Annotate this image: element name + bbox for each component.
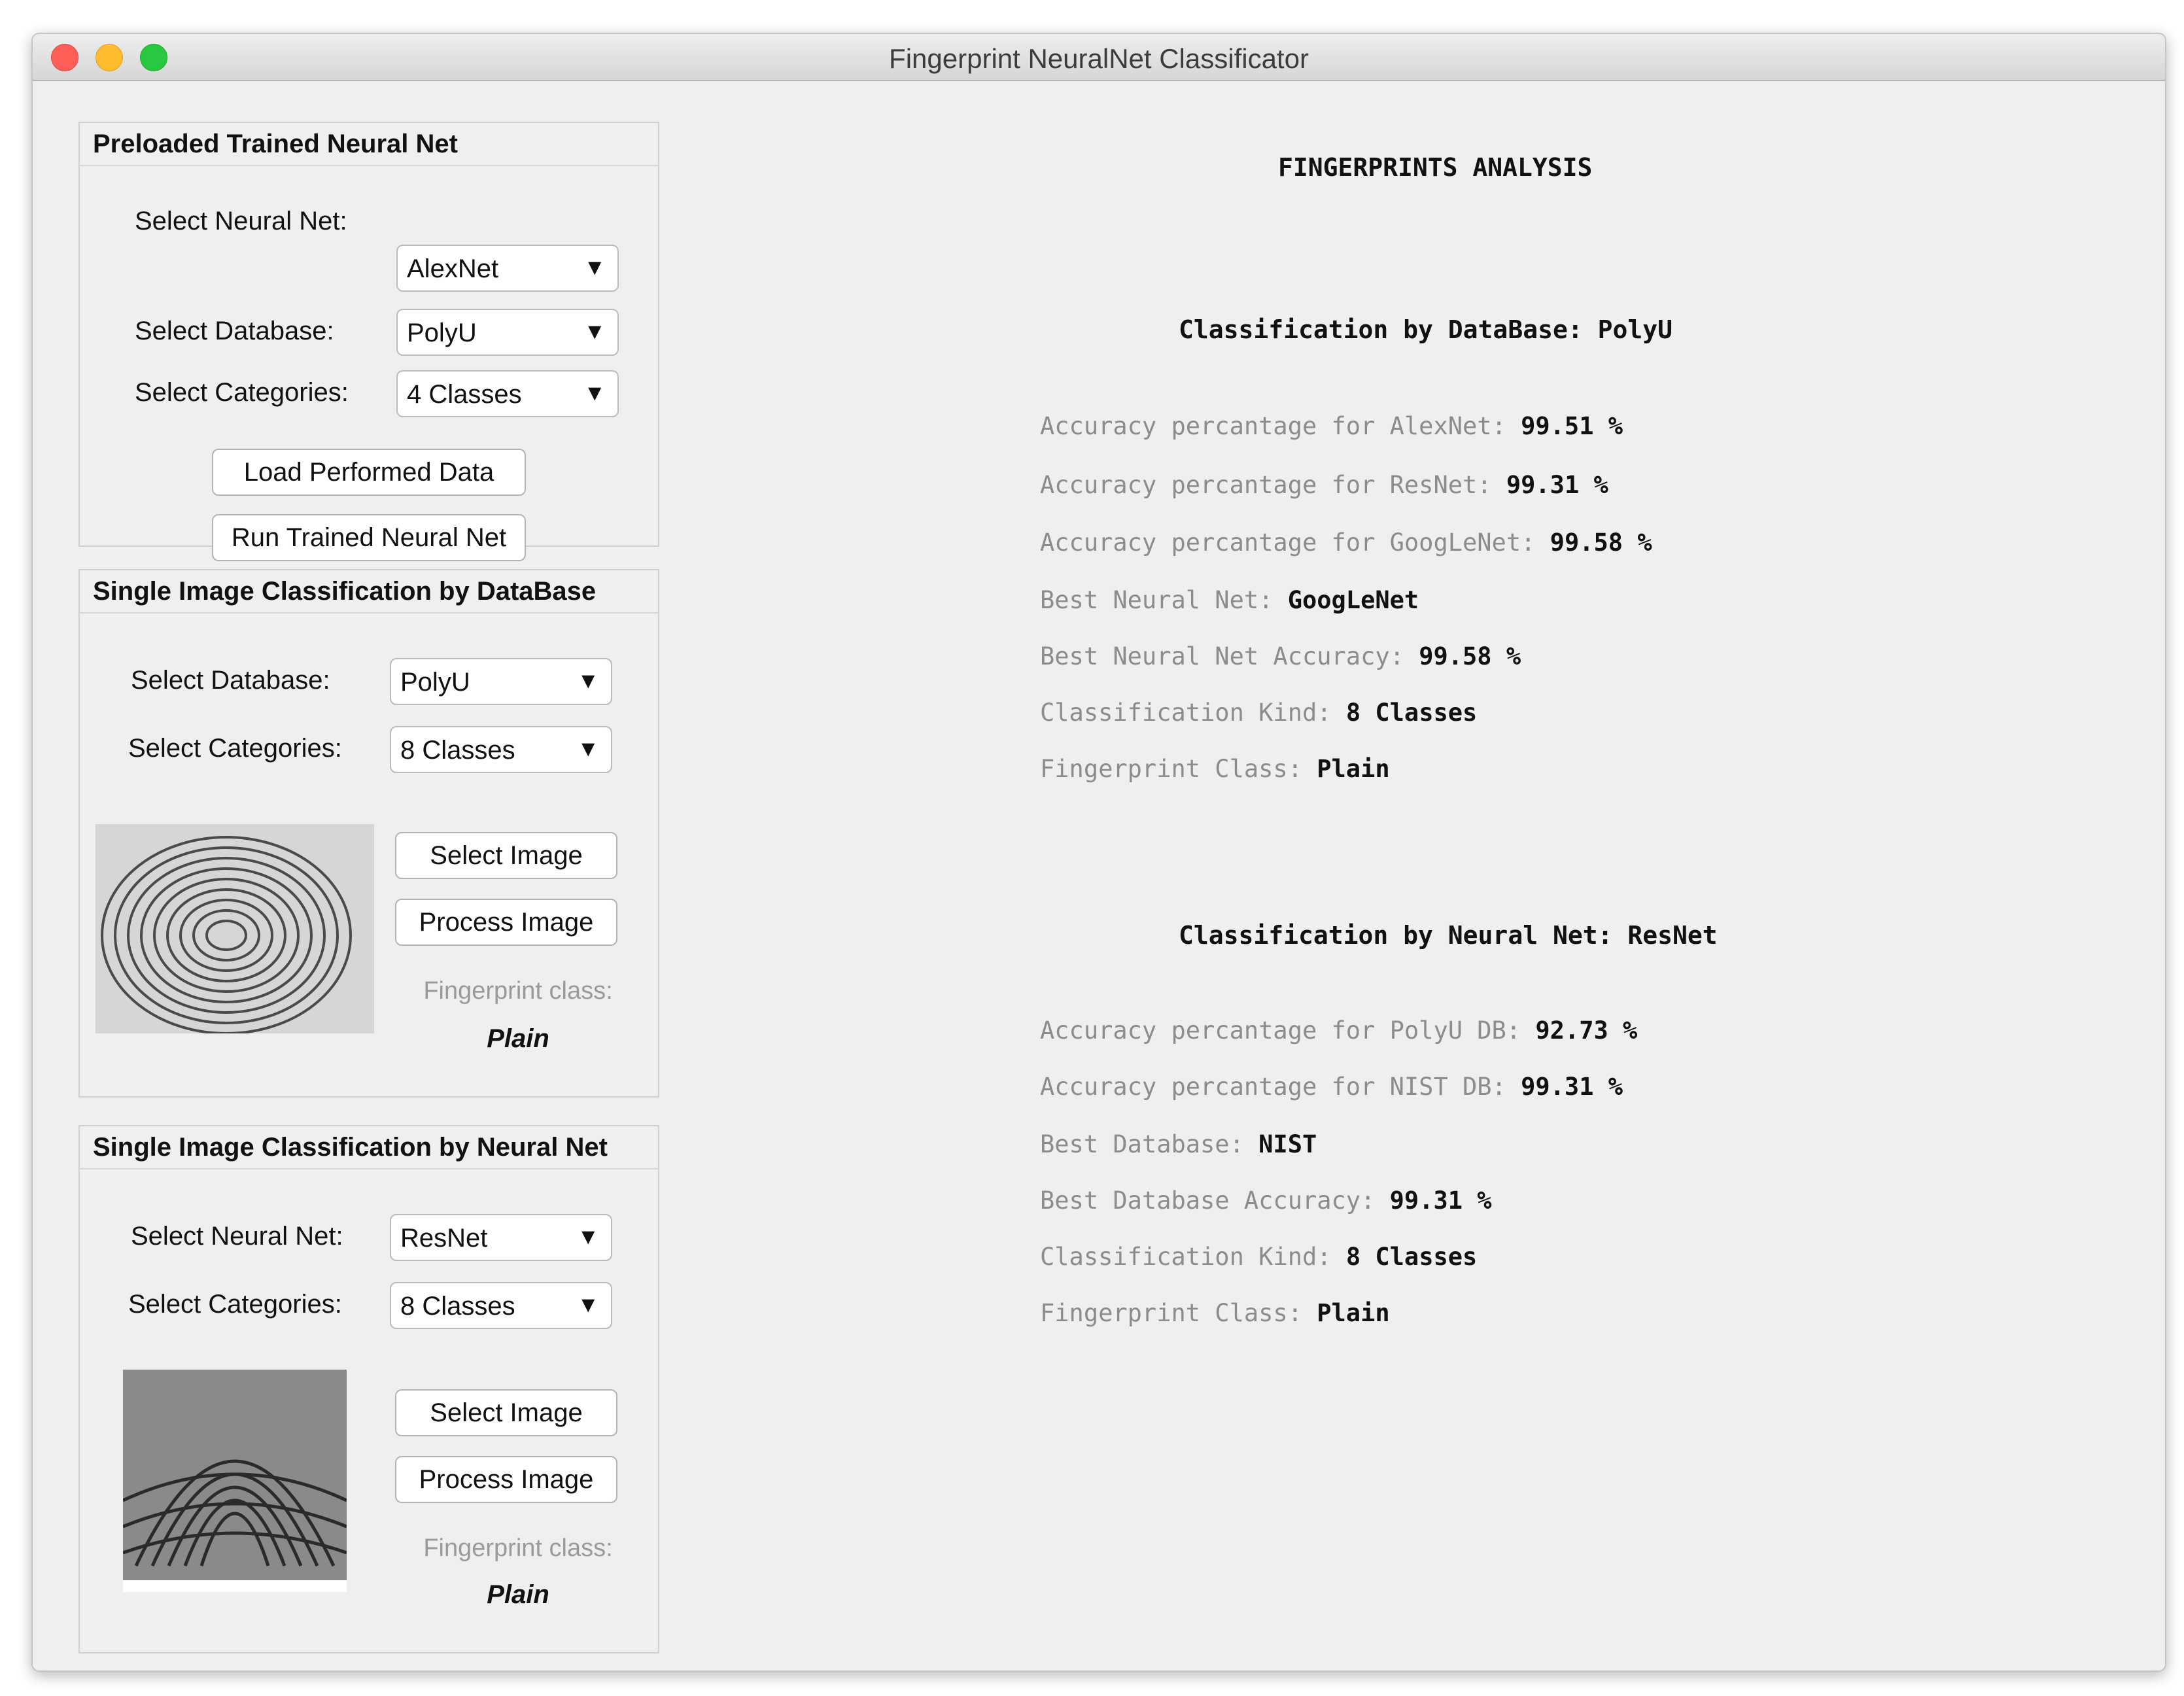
select-net-label: Select Neural Net: — [131, 1222, 343, 1251]
fingerprint-class-caption: Fingerprint class: — [423, 977, 613, 1005]
select-database-label: Select Database: — [135, 317, 334, 345]
section2-heading-value: ResNet — [1627, 921, 1718, 950]
by-database-panel-title: Single Image Classification by DataBase — [80, 570, 658, 614]
analysis-row — [1040, 1186, 1492, 1215]
analysis-row — [1040, 642, 1521, 670]
categories-dropdown-value: 4 Classes — [407, 380, 522, 409]
chevron-down-icon: ▼ — [583, 255, 606, 280]
row-key: Best Database Accuracy: — [1040, 1186, 1376, 1215]
section2-heading-key: Classification by Neural Net: — [1179, 921, 1613, 950]
fingerprint-class-value: Plain — [487, 1580, 549, 1609]
analysis-row — [1040, 1130, 1317, 1158]
select-categories-label: Select Categories: — [128, 734, 342, 763]
select-categories-label: Select Categories: — [128, 1290, 342, 1319]
row-value: 99.51 % — [1521, 412, 1623, 440]
process-image-button[interactable]: Process Image — [395, 1456, 617, 1503]
select-categories-label: Select Categories: — [135, 378, 349, 407]
row-value: 99.58 % — [1419, 642, 1521, 670]
preloaded-panel-title: Preloaded Trained Neural Net — [80, 123, 658, 166]
row-key: Accuracy percantage for PolyU DB: — [1040, 1016, 1521, 1045]
select-image-button[interactable]: Select Image — [395, 1389, 617, 1436]
row-value: 92.73 % — [1535, 1016, 1638, 1045]
chevron-down-icon: ▼ — [577, 1224, 599, 1249]
row-key: Accuracy percantage for GoogLeNet: — [1040, 528, 1536, 557]
neural-net-dropdown-value: ResNet — [400, 1224, 488, 1253]
chevron-down-icon: ▼ — [583, 381, 606, 406]
select-net-label: Select Neural Net: — [135, 207, 347, 235]
analysis-row — [1040, 1073, 1623, 1101]
row-key: Accuracy percantage for NIST DB: — [1040, 1073, 1506, 1101]
analysis-row — [1040, 412, 1623, 440]
section1-heading — [1179, 315, 1673, 344]
row-value: NIST — [1258, 1130, 1317, 1158]
section2-heading — [1179, 921, 1718, 950]
analysis-row — [1040, 528, 1652, 557]
run-trained-neural-net-button[interactable]: Run Trained Neural Net — [212, 514, 526, 561]
row-key: Best Neural Net: — [1040, 586, 1274, 614]
row-value: GoogLeNet — [1287, 586, 1419, 614]
row-key: Accuracy percantage for ResNet: — [1040, 471, 1492, 499]
row-key: Best Neural Net Accuracy: — [1040, 642, 1404, 670]
section1-heading-key: Classification by DataBase: — [1179, 315, 1583, 344]
chevron-down-icon: ▼ — [583, 319, 606, 344]
analysis-row — [1040, 755, 1390, 783]
chevron-down-icon: ▼ — [577, 1292, 599, 1317]
categories-dropdown[interactable] — [396, 370, 619, 417]
row-key: Accuracy percantage for AlexNet: — [1040, 412, 1506, 440]
process-image-button[interactable]: Process Image — [395, 899, 617, 946]
categories-dropdown-value: 8 Classes — [400, 1292, 515, 1321]
analysis-row — [1040, 1243, 1477, 1271]
neural-net-dropdown[interactable] — [396, 245, 619, 292]
database-dropdown-value: PolyU — [407, 319, 477, 347]
row-value: 8 Classes — [1345, 699, 1478, 727]
by-neuralnet-panel-title: Single Image Classification by Neural Net — [80, 1126, 658, 1169]
app-window — [31, 33, 2166, 1672]
row-value: 8 Classes — [1345, 1243, 1478, 1271]
analysis-title: FINGERPRINTS ANALYSIS — [1278, 153, 1593, 182]
database-dropdown-value: PolyU — [400, 668, 470, 697]
analysis-row — [1040, 1016, 1637, 1045]
database-dropdown[interactable] — [396, 309, 619, 356]
row-value: 99.31 % — [1389, 1186, 1492, 1215]
row-value: Plain — [1317, 755, 1390, 783]
database-dropdown[interactable] — [390, 658, 612, 705]
select-database-label: Select Database: — [131, 666, 330, 695]
section1-heading-value: PolyU — [1597, 315, 1673, 344]
fingerprint-class-caption: Fingerprint class: — [423, 1534, 613, 1562]
analysis-row — [1040, 586, 1419, 614]
load-performed-data-button[interactable]: Load Performed Data — [212, 449, 526, 496]
neural-net-dropdown-value: AlexNet — [407, 254, 499, 283]
row-key: Fingerprint Class: — [1040, 1299, 1302, 1327]
fingerprint-class-value: Plain — [487, 1024, 549, 1053]
chevron-down-icon: ▼ — [577, 668, 599, 693]
row-value: 99.58 % — [1550, 528, 1652, 557]
row-value: Plain — [1317, 1299, 1390, 1327]
by-database-panel — [78, 569, 659, 1098]
fingerprint-image-polyu — [95, 824, 374, 1033]
row-value: 99.31 % — [1521, 1073, 1623, 1101]
preloaded-panel — [78, 122, 659, 552]
fingerprint-image-nist — [123, 1370, 347, 1592]
chevron-down-icon: ▼ — [577, 736, 599, 761]
row-key: Classification Kind: — [1040, 1243, 1332, 1271]
categories-dropdown[interactable] — [390, 1282, 612, 1329]
row-key: Fingerprint Class: — [1040, 755, 1302, 783]
window-title: Fingerprint NeuralNet Classificator — [889, 43, 1309, 74]
categories-dropdown-value: 8 Classes — [400, 736, 515, 765]
row-value: 99.31 % — [1506, 471, 1608, 499]
title-bar[interactable] — [33, 34, 2165, 81]
analysis-row — [1040, 1299, 1390, 1327]
analysis-row — [1040, 471, 1608, 499]
select-image-button[interactable]: Select Image — [395, 832, 617, 879]
by-neuralnet-panel — [78, 1125, 659, 1653]
categories-dropdown[interactable] — [390, 726, 612, 773]
neural-net-dropdown[interactable] — [390, 1214, 612, 1261]
row-key: Best Database: — [1040, 1130, 1244, 1158]
row-key: Classification Kind: — [1040, 699, 1332, 727]
analysis-row — [1040, 699, 1477, 727]
